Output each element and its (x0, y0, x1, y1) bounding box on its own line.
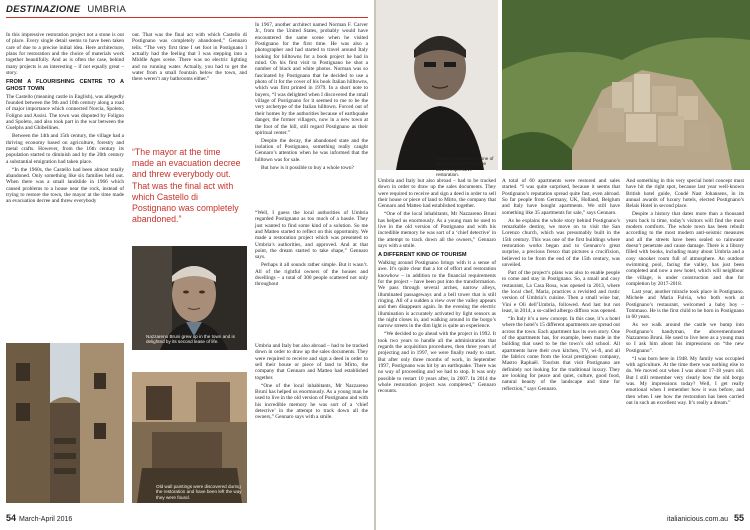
column-3-bottom (255, 343, 368, 503)
column-4 (378, 178, 496, 503)
paragraph: “I was born here in 1948. My family was occupied with agriculture. At the time there was nothing else to do. We moved out when I was about 17-18 years old. But I still remember very clearly how the old borgo was. My impressions today? Well, I get really emotional when I remember how it was before, and then when I see how the restoration has been carried out in such an excellent way. It’s really a dream.” (626, 355, 744, 407)
nazzareno-portrait-photo (132, 246, 247, 350)
paragraph: But how is it possible to buy a whole town? (261, 164, 354, 171)
hilltown-landscape-photo (502, 0, 750, 170)
paragraph: Last year, another miracle took place in Postignano. Michele and Maria Fulvia, who both work at Postignano’s restaurant, welcomed a baby boy – Tommaso. He is the first child to be born in Postignano in 60 years. (626, 289, 744, 321)
paragraph: Umbria and Italy but also abroad – had to be tracked down in order to draw up the sales documents. They were required to receive and sign a deed in order to sell their house or piece of land to Mirto, the company that Gennaro and Matteo had established together. (255, 343, 368, 381)
paragraph: Perhaps it all sounds rather simple. But it wasn’t. All of the rightful owners of the houses and dwellings – a total of 300 people scattered not only throughout (255, 262, 368, 288)
folio-right (667, 513, 744, 523)
paragraph: Despite the decay, the abandoned state and the isolation of Postignano, something really caught Gennaro’s attention when he was informed that the hilltown was for sale. (255, 137, 368, 163)
paragraph: Part of the project’s plans was also to enable people to come and stay in Postignano. So, a small and cosy restaurant, La Casa Rosa, was opened in 2013, where the local chef, Maria, practices a revisited and rustic version of Umbria’s cuisine. Then a small wine bar, Vini e Oli dell’Umbria, followed. And last but not least, in 2014, a so-called albergo diffuso was opened. (502, 270, 620, 315)
column-3 (255, 22, 368, 208)
column-6 (626, 178, 744, 503)
paragraph: “Well, I guess the local authorities of Umbria regarded Postignano as too much of a hassle. They just wanted to find some kind of a solution. So me and Matteo started to reflect on this opportunity. We made a restoration project which was presented to Umbria’s authorities, and approved. And at that point, the dream started to take shape,” Gennaro says. (255, 210, 368, 261)
caption-masciotta: Gennaro Masciotta is one of the architects behind the town's impressive restoration. (436, 156, 494, 178)
column-3-continued (255, 210, 368, 338)
paragraph: “One of the local inhabitants, Mr Nazzareno Bruni has helped us enormously. As a young man he used to live in the old version of Postignano and with his incredible memory he was sort of a ‘chief detective’ in the attempt to track down all the owners,” Gennaro says with a smile. (255, 382, 368, 421)
postignano-hilltown-image (502, 0, 750, 170)
masciotta-portrait-photo (376, 0, 498, 178)
paragraph: Despite a history that dates more than a thousand years back in time, today’s visitors will find the most modern comforts. The whole town has been rebuilt according to the most modern anti-seismic measures and all the streets have been sealed so rainwater doesn’t penetrate and cause damage. There is a library filled with books, including many about Umbria and a cosy snooker room full of atmosphere. An outdoor swimming pool, facing the valley, has just been completed and now a new hotel, which will neighbour the village, is under construction and due for completion by 2017-2018. (626, 211, 744, 288)
issue-date: March-April 2016 (19, 516, 73, 523)
paragraph: “We decided to go ahead with the project in 1992. It took two years to handle all the administration that regards the acquisition procedures, then three years of projecting and in 1997, we were finally ready to start. But after only three months of work, in September 1997, Postignano was hit by an earthquake. There was no way of proceeding and we had to stop. It was only possible to restart 10 years after, in 2007. In 2014 the whole restoration project was completed,” Gennaro recounts. (378, 331, 496, 395)
ruins-photo (132, 372, 247, 503)
paragraph: Between the 14th and 15th century, the village had a thriving economy based on agriculture, forestry and metal crafts. However, from the 16th century its population started to diminish and by the 20th century a substantial emigration had taken place. (6, 133, 124, 165)
page-number-right: 55 (733, 513, 744, 523)
column-1 (6, 32, 124, 336)
folio-left (6, 513, 72, 523)
header-kicker: DESTINAZIONE (6, 4, 81, 15)
pull-quote: “The mayor at the time made an evacuation decree and threw everybody out. That was the final act with which Castello di Postignano was completely abandoned.” (132, 147, 241, 225)
subhead-tourism: A DIFFERENT KIND OF TOURISM (378, 252, 467, 259)
paragraph: “In the 1960s, the Castello had been almost totally abandoned. Only something like six families held out. When there was a small landslide in 1966 which caused problems to a house near the rock, instead of trying to restore the town, the mayor at the time made an evacuation decree and threw everybody (6, 166, 124, 205)
paragraph: out. That was the final act with which Castello di Postignano was completely abandoned,” Gennaro tells. “The very first time I set foot in Postignano I actually had the feeling that I was stepping into a Middle Ages scene. There was no electric lighting and no running water. Actually, you had to get the water from a small fountain below the town, and there weren’t any bathrooms either.” (132, 32, 247, 83)
left-page (0, 0, 374, 530)
column-2-bottom-spacer (132, 356, 247, 364)
right-page (376, 0, 750, 530)
paragraph: Umbria and Italy but also abroad – had to be tracked down in order to draw up the sales documents. They were required to receive and sign a deed in order to sell their house or piece of land to Mirto, the company that Gennaro and Matteo had established together. (378, 178, 496, 210)
architect-portrait-image (376, 0, 498, 170)
paragraph: As he explains the whole story behind Postignano’s remarkable destiny, we move on to visit the San Lorenzo church, which was presumably built in the 15th century. This was one of the first buildings where restoration works began and to Gennaro’s great surprise, a precious fresco that pictures a crucifixion, believed to be from the end of the 15th century, was unveiled. (502, 217, 620, 269)
intro-paragraph: In this impressive restoration project not a stone is out of place. Every single detail seems to have been taken care of due to a precise initial idea. Here architecture, plans for restoration and the choice of materials work together beautifully. And as is often the case, behind many projects is an interesting – if not equally great – story. (6, 32, 124, 77)
page-number-left: 54 (6, 513, 17, 523)
paragraph: As we walk around the castle we bump into Postignano’s handyman, the abovementioned Nazzareno Bruni. He used to live here as a young man so I ask him about his impressions on “the new Postignano”. (626, 322, 744, 354)
column-2-top (132, 32, 247, 144)
paragraph: Walking around Postignano brings with it a sense of awe. It’s quite clear that a lot of effort and restoration knowhow – in addition to the financial requirements for the project – have been put into the transformation. We pass through several arches, narrow alleys, illuminated passageways and a bell tower that is still ringing. All of a sudden a view over the valley appears and then disappears again. In the evening the electric illumination is accurately activated by light sensors as the night closes in, and walking around in the borgo’s narrow streets in the dim light is quite an experience. (378, 259, 496, 330)
stone-alley-image (6, 343, 124, 503)
caption-old-man: Nazzareno Bruni grew up in the town and is delighted by its second lease of life. (146, 334, 235, 345)
caption-ruins: Old wall paintings were discovered during the restoration and have been left the way they were found. (156, 484, 242, 500)
section-header (6, 4, 126, 15)
column-5 (502, 178, 620, 503)
header-region: UMBRIA (87, 4, 127, 15)
paragraph: “In Italy it’s a new concept. In this case, it’s a hotel where the hotel’s 15 different apartments are spread out across the town. Each apartment has its own story. One of the apartments has, for example, been made in the building that used to be the town’s old school. All apartments have their own kitchen, TV, wi-fi, and all the fabrics come from the local prestigious company, Mastro Raphaël. Tourists that visit Postignano are definitely not looking for the traditional luxury. They are looking for peace and quiet, culture, good food, natural beauty of the landscape and time for reflection,” says Gennaro. (502, 316, 620, 392)
town-stairway-photo (6, 343, 124, 503)
paragraph: In 1967, another architect named Norman F. Carver Jr., from the United States, probably would have encountered the same scene when he visited Postignano for the first time. He was also a photographer and had started to travel around Italy looking for hilltowns for a book project he had in mind. On his first visit to Postignano he shot a number of black and white photos. Norman was so fascinated by Postignano that he decided to use a photo of it for the cover of his book Italian hilltowns, which was first printed in 1979. In a short note to buyers, “I was delighted when I discovered the small village of Postignano for it seemed to me to be the very archetype of the Italian hilltown. Forced out of their homes by the authorities because of earthquake danger, the former villagers, now in a new town at the foot of the hill, still regard Postignano as their spiritual center.” (255, 22, 368, 136)
paragraph: “One of the local inhabitants, Mr Nazzareno Bruni has helped us enormously. As a young man he used to live in the old version of Postignano and with his incredible memory he was sort of a ‘chief detective’ in the attempt to track down all the owners,” Gennaro says with a smile. (378, 211, 496, 250)
subhead-ghost-town: FROM A FLOURISHING CENTRE TO A GHOST TOWN (6, 79, 124, 92)
header-rule (6, 17, 368, 18)
paragraph: A total of 60 apartments were restored and sales started. “I was quite surprised, because it seems that Postignano’s reputation spread quite fast, even abroad. So far people from Germany, UK, Holland, Belgium and Italy have bought apartments. We still have something like 35 apartments for sale,” says Gennaro. (502, 178, 620, 216)
paragraph: And something in this very special hotel concept must have hit the right spot, because last year well-known British hotel guide, Condé Nast Johansens, in its annual awards of luxury hotels, elected Postignano’s Relais Hotel in second place. (626, 178, 744, 210)
paragraph: The Castello (meaning castle in English), was allegedly founded between the 9th and 10th century along a road of major importance which connected Norcia, Spoleto, Foligno and Assisi. The town was disputed by Foligno and Spoleto, and also took part in the war between the Guelphs and Ghibellines. (6, 93, 124, 132)
website: italianicious.com.au (666, 516, 729, 523)
